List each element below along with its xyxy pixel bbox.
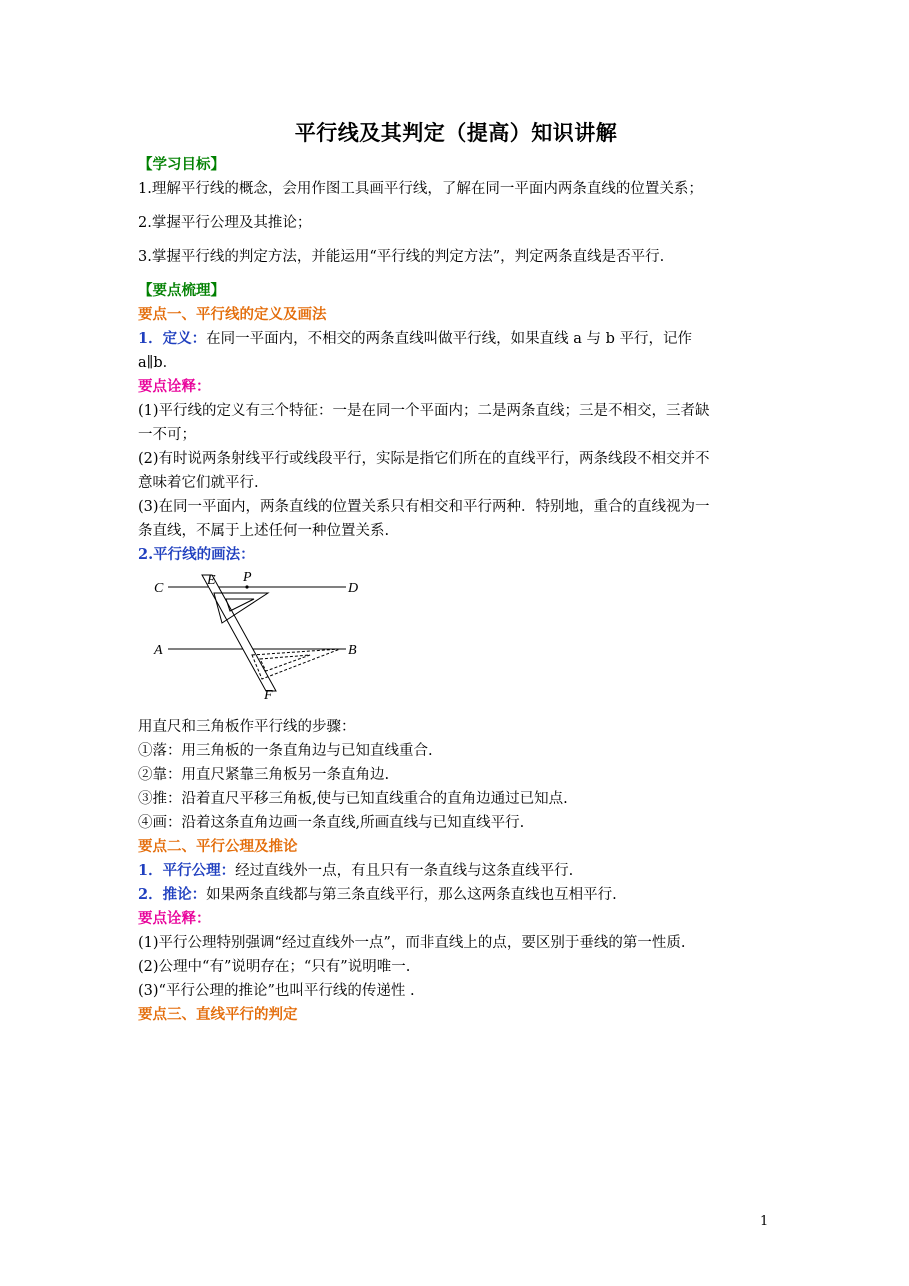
page-number: 1 (760, 1214, 769, 1229)
definition-line (138, 327, 774, 351)
goal-item: 1.理解平行线的概念，会用作图工具画平行线，了解在同一平面内两条直线的位置关系； (138, 181, 703, 197)
figure-svg (150, 571, 370, 701)
goal-item: 2.掌握平行公理及其推论； (138, 215, 312, 231)
label-b: B (348, 643, 357, 658)
section1-note-label: 要点诠释： (138, 378, 211, 395)
draw-method-label (138, 543, 774, 567)
note-line: (1)平行线的定义有三个特征：一是在同一个平面内；二是两条直线；三是不相交，三者缺 (138, 403, 710, 419)
step-item: ④画：沿着这条直角边画一条直线,所画直线与已知直线平行. (138, 815, 525, 831)
goal-item: 3.掌握平行线的判定方法，并能运用“平行线的判定方法”，判定两条直线是否平行. (138, 249, 665, 265)
axiom-label: 1．平行公理： (138, 862, 236, 879)
note-line: 条直线，不属于上述任何一种位置关系. (138, 523, 390, 539)
steps-intro: 用直尺和三角板作平行线的步骤： (138, 719, 356, 735)
section2-heading: 要点二、平行公理及推论 (138, 838, 298, 855)
label-f: F (264, 688, 273, 701)
axiom-text: 经过直线外一点，有且只有一条直线与这条直线平行. (235, 863, 574, 879)
section2-note-label: 要点诠释： (138, 910, 211, 927)
note-line: (2)公理中“有”说明存在；“只有”说明唯一. (138, 959, 411, 975)
parallel-drawing-figure (150, 571, 370, 701)
note-line: 一不可； (138, 427, 196, 443)
label-a: A (154, 643, 163, 658)
point-p (245, 585, 248, 588)
step-item: ①落：用三角板的一条直角边与已知直线重合. (138, 743, 433, 759)
section3-heading: 要点三、直线平行的判定 (138, 1006, 298, 1023)
corollary-label: 2．推论： (138, 886, 207, 903)
definition-text: 在同一平面内，不相交的两条直线叫做平行线，如果直线 a 与 b 平行，记作 (206, 331, 692, 347)
label-p: P (243, 571, 252, 585)
definition-label: 1．定义： (138, 330, 207, 347)
draw-method-label-text: 2.平行线的画法： (138, 546, 255, 563)
set-square-moved-inner (260, 655, 310, 671)
page-content (138, 117, 774, 1027)
note-line: (3)“平行公理的推论”也叫平行线的传递性 . (138, 983, 415, 999)
step-item: ③推：沿着直尺平移三角板,使与已知直线重合的直角边通过已知点. (138, 791, 568, 807)
section1-heading: 要点一、平行线的定义及画法 (138, 306, 327, 323)
note-line: (1)平行公理特别强调“经过直线外一点”，而非直线上的点，要区别于垂线的第一性质. (138, 935, 686, 951)
label-e: E (207, 573, 216, 588)
note-line: 意味着它们就平行. (138, 475, 259, 491)
axiom-line (138, 859, 774, 883)
label-d: D (348, 581, 359, 596)
ruler (202, 575, 276, 691)
note-line: (2)有时说两条射线平行或线段平行，实际是指它们所在的直线平行，两条线段不相交并不 (138, 451, 710, 467)
points-header: 【要点梳理】 (138, 282, 225, 299)
label-c: C (154, 581, 164, 596)
page-title: 平行线及其判定（提高）知识讲解 (294, 120, 618, 145)
corollary-text: 如果两条直线都与第三条直线平行，那么这两条直线也互相平行. (206, 887, 617, 903)
note-line: (3)在同一平面内，两条直线的位置关系只有相交和平行两种．特别地，重合的直线视为一 (138, 499, 710, 515)
corollary-line (138, 883, 774, 907)
definition-text-2: a∥b． (138, 355, 178, 371)
step-item: ②靠：用直尺紧靠三角板另一条直角边. (138, 767, 390, 783)
goals-header: 【学习目标】 (138, 156, 225, 173)
